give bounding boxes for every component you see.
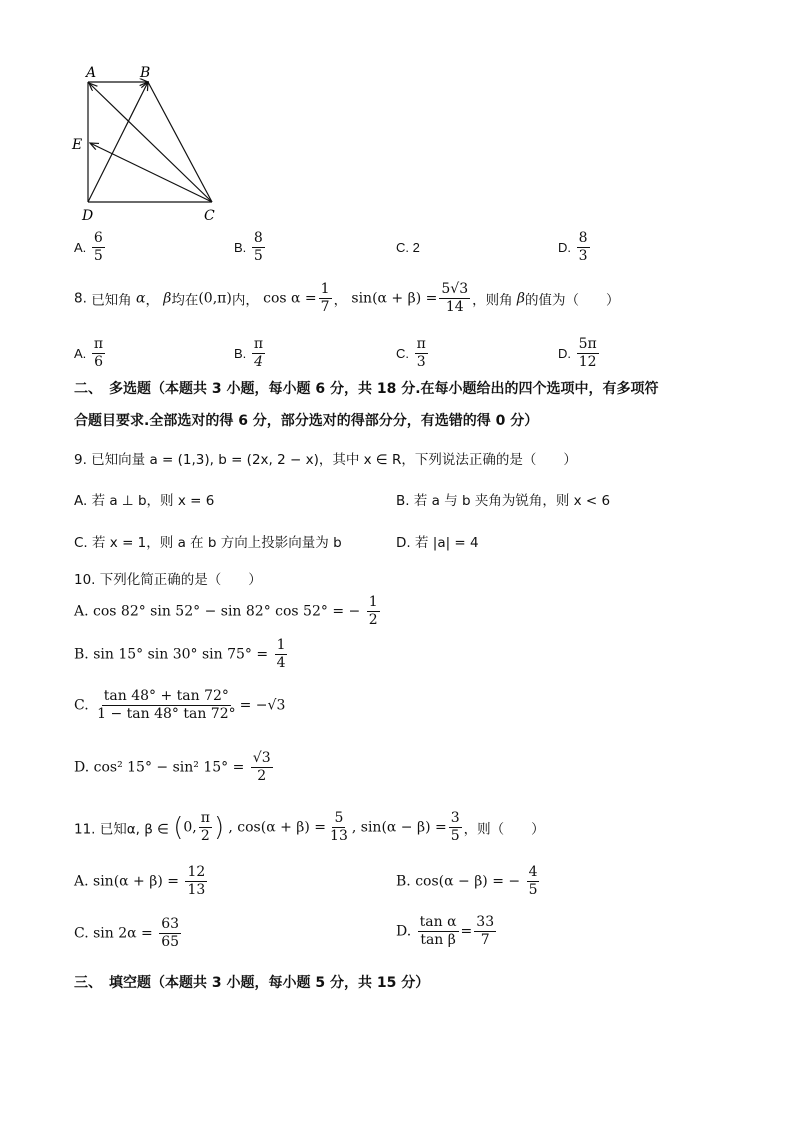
- numerator: 1: [276, 637, 286, 653]
- numerator: 33: [476, 914, 495, 930]
- fraction: [577, 336, 599, 371]
- label-B: B: [140, 65, 151, 81]
- left-paren: (: [173, 812, 184, 843]
- fraction: [439, 281, 470, 316]
- cos-expression: , cos(α + β) =: [228, 819, 327, 836]
- fraction: [415, 336, 428, 371]
- numerator: 8: [253, 230, 263, 246]
- label-D: D: [82, 208, 94, 224]
- numerator: 5: [334, 810, 344, 826]
- q7-option-a[interactable]: [74, 230, 107, 265]
- q8-stem: 8. 已知角 α， β均在(0,π)内， cos α = $\frac{1}{7}$ ， sin(α + β) = $\frac{5√3}{14}$ ，则角 β的值为（ ）: [74, 281, 620, 315]
- numerator: tan 48° + tan 72°: [103, 688, 229, 704]
- option-expression: A. sin(α + β) =: [74, 873, 179, 890]
- numerator: 4: [528, 864, 538, 880]
- option-value: 2: [412, 240, 420, 255]
- denominator: 3: [578, 248, 588, 264]
- interval: (0,π): [198, 290, 232, 307]
- fraction: [275, 637, 288, 672]
- q7-option-c[interactable]: [396, 240, 420, 255]
- denominator: 5: [528, 882, 538, 898]
- q9-stem: 9. 已知向量 a = (1,3), b = (2x, 2 − x)，其中 x ∈ R，下列说法正确的是（ ）: [74, 452, 577, 468]
- option-letter: D.: [396, 923, 412, 940]
- fraction: [449, 810, 462, 845]
- q11-option-b[interactable]: [396, 864, 541, 899]
- stem-text: 内，: [231, 292, 259, 309]
- q8-option-b[interactable]: [234, 336, 267, 371]
- q9-option-c[interactable]: C. 若 x = 1，则 a 在 b 方向上投影向量为 b: [74, 535, 342, 551]
- interval: 0,: [183, 819, 197, 836]
- sin-expression: , sin(α − β) =: [351, 819, 447, 836]
- option-letter: C.: [396, 240, 409, 255]
- denominator: 5: [253, 248, 263, 264]
- denominator: 1 − tan 48° tan 72°: [97, 706, 236, 722]
- section-3-heading: 三、 填空题（本题共 3 小题，每小题 5 分，共 15 分）: [74, 975, 430, 991]
- option-expression: D. cos² 15° − sin² 15° =: [74, 759, 245, 776]
- q9-option-b[interactable]: B. 若 a 与 b 夹角为锐角，则 x < 6: [396, 493, 611, 509]
- fraction: [367, 594, 380, 629]
- denominator: 2: [200, 828, 210, 844]
- q8-option-c[interactable]: [396, 336, 430, 371]
- denominator: 3: [416, 354, 426, 370]
- option-letter: D.: [558, 240, 571, 255]
- denominator: 5: [93, 248, 103, 264]
- denominator: 4: [254, 354, 263, 370]
- numerator: tan α: [419, 914, 457, 930]
- q11-option-c[interactable]: [74, 916, 183, 951]
- beta-symbol: β: [516, 290, 525, 307]
- q11-option-d[interactable]: [396, 914, 498, 949]
- numerator: π: [253, 336, 264, 352]
- fraction: [95, 688, 238, 723]
- denominator: 2: [257, 768, 267, 784]
- q9-option-d[interactable]: D. 若 |a| = 4: [396, 535, 479, 551]
- fraction: [92, 336, 105, 371]
- stem-text: 已知角: [91, 292, 132, 309]
- sin-expression: sin(α + β) =: [351, 290, 438, 307]
- label-E: E: [72, 137, 83, 153]
- denominator: tan β: [420, 932, 456, 948]
- option-expression: B. cos(α − β) = −: [396, 873, 521, 890]
- fraction: [319, 281, 332, 316]
- alpha-symbol: α: [135, 290, 146, 307]
- numerator: 1: [320, 281, 330, 297]
- numerator: π: [93, 336, 104, 352]
- fraction: [252, 336, 265, 371]
- geometry-figure: [70, 60, 230, 230]
- stem-text: ，则角: [472, 292, 513, 309]
- denominator: 7: [480, 932, 490, 948]
- fraction: [527, 864, 540, 899]
- numerator: 8: [578, 230, 588, 246]
- fraction: [474, 914, 496, 949]
- denominator: 13: [330, 828, 348, 844]
- beta-symbol: β: [163, 290, 172, 307]
- numerator: 6: [93, 230, 103, 246]
- option-letter: C.: [74, 697, 89, 714]
- q7-option-b[interactable]: [234, 230, 267, 265]
- q10-option-a[interactable]: [74, 594, 382, 629]
- option-letter: A.: [74, 346, 87, 361]
- fraction: [418, 914, 459, 949]
- q9-option-a[interactable]: A. 若 a ⊥ b，则 x = 6: [74, 493, 215, 509]
- numerator: 63: [161, 916, 180, 932]
- option-letter: D.: [558, 346, 571, 361]
- denominator: 65: [161, 934, 180, 950]
- fraction: [92, 230, 105, 265]
- numerator: 1: [368, 594, 378, 610]
- stem-text: 均在: [171, 292, 199, 309]
- q11-option-a[interactable]: [74, 864, 209, 899]
- stem-text: ，则（ ）: [463, 821, 545, 838]
- q10-option-b[interactable]: [74, 637, 289, 672]
- option-expression: A. cos 82° sin 52° − sin 82° cos 52° = −: [74, 603, 361, 620]
- cos-expression: cos α =: [263, 290, 317, 307]
- fraction: [328, 810, 350, 845]
- fraction: [199, 810, 212, 845]
- option-letter: B.: [234, 240, 247, 255]
- numerator: 5π: [578, 336, 597, 352]
- q8-option-d[interactable]: [558, 336, 601, 371]
- numerator: π: [416, 336, 426, 352]
- q10-option-d[interactable]: [74, 750, 275, 785]
- numerator: 5√3: [441, 281, 469, 297]
- q10-stem: 10. 下列化简正确的是（ ）: [74, 572, 262, 588]
- section-2-heading: 二、 多选题（本题共 3 小题，每小题 6 分，共 18 分.在每小题给出的四个选项中，有多项符: [74, 381, 659, 397]
- numerator: π: [200, 810, 210, 826]
- option-expression: B. sin 15° sin 30° sin 75° =: [74, 646, 269, 663]
- q10-option-c[interactable]: [74, 688, 285, 723]
- option-letter: B.: [234, 346, 247, 361]
- option-expression: C. sin 2α =: [74, 925, 153, 942]
- denominator: 14: [445, 299, 464, 315]
- fraction: [159, 916, 181, 951]
- label-C: C: [204, 208, 215, 224]
- denominator: 2: [368, 612, 378, 628]
- stem-text: 11. 已知α, β ∈: [74, 821, 169, 838]
- fraction: [251, 750, 273, 785]
- denominator: 7: [320, 299, 330, 315]
- section-2-heading-cont: 合题目要求.全部选对的得 6 分，部分选对的得部分分，有选错的得 0 分）: [74, 413, 539, 429]
- stem-text: 的值为（ ）: [525, 292, 620, 309]
- denominator: 6: [94, 354, 103, 370]
- denominator: 12: [578, 354, 597, 370]
- denominator: 5: [450, 828, 460, 844]
- fraction: [185, 864, 207, 899]
- numerator: 12: [187, 864, 206, 880]
- equals-sign: =: [460, 923, 473, 940]
- label-A: A: [86, 65, 97, 81]
- q8-option-a[interactable]: [74, 336, 107, 371]
- q7-option-d[interactable]: [558, 230, 592, 265]
- denominator: 4: [276, 655, 286, 671]
- option-letter: A.: [74, 240, 87, 255]
- numerator: √3: [252, 750, 271, 766]
- option-rhs: = −√3: [239, 697, 286, 714]
- q11-stem: [74, 810, 545, 845]
- fraction: [577, 230, 590, 265]
- fraction: [252, 230, 265, 265]
- numerator: 3: [450, 810, 460, 826]
- option-letter: C.: [396, 346, 409, 361]
- stem-text: ，: [145, 292, 159, 309]
- question-number: 8.: [74, 290, 87, 307]
- right-paren: ): [213, 812, 225, 843]
- denominator: 13: [187, 882, 206, 898]
